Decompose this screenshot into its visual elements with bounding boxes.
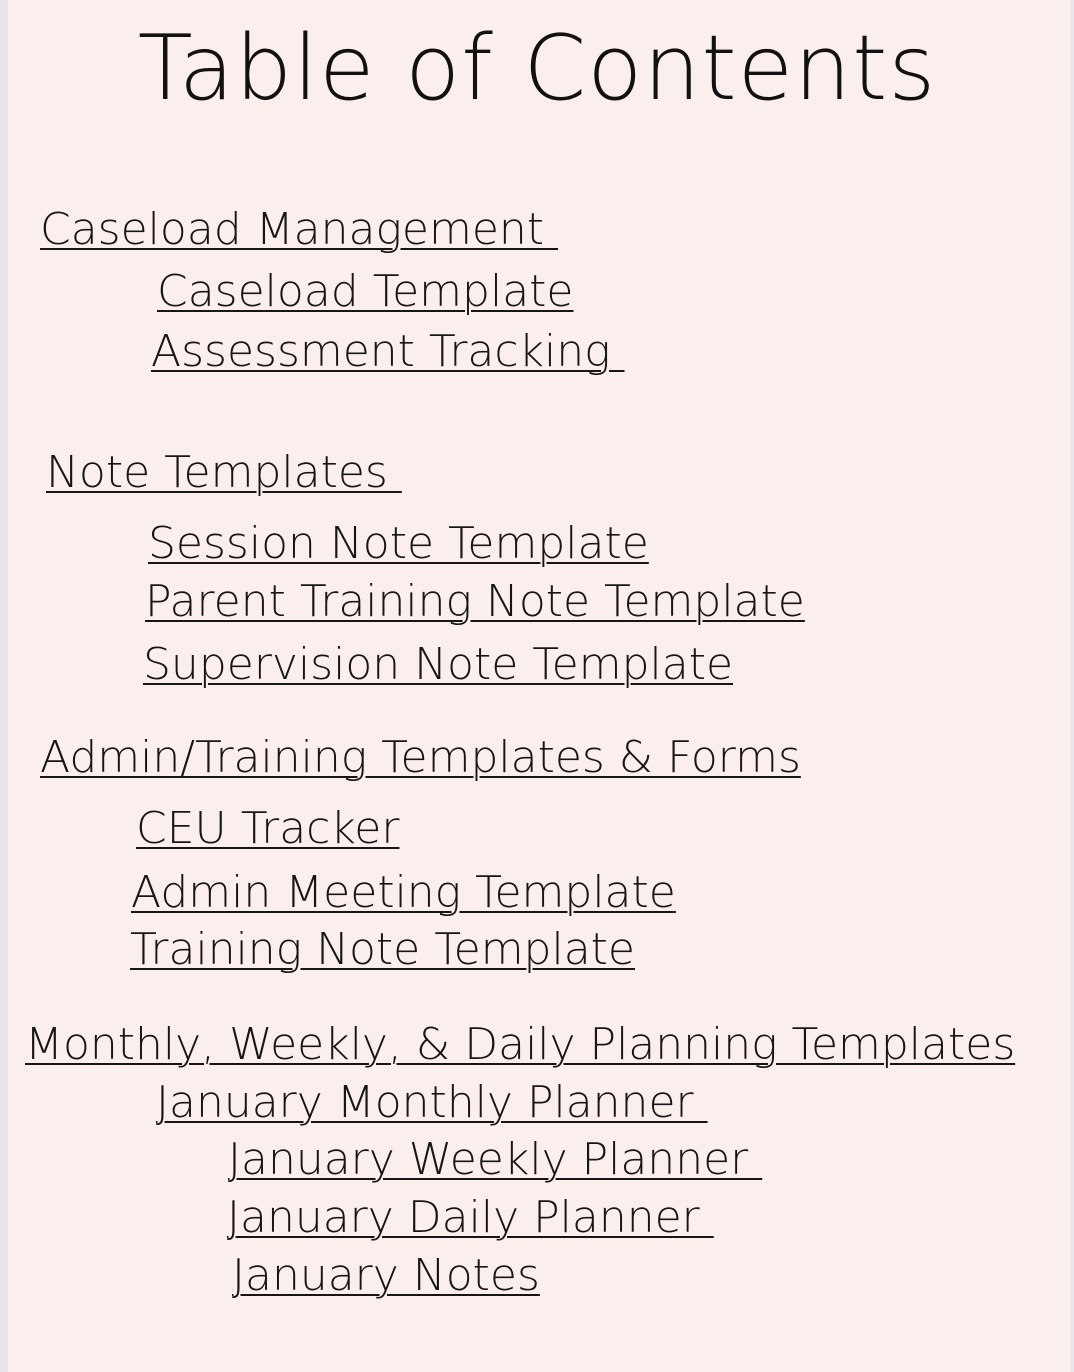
toc-item-admin-meeting-template[interactable]: Admin Meeting Template bbox=[131, 867, 676, 918]
toc-item-ceu-tracker[interactable]: CEU Tracker bbox=[136, 803, 400, 854]
toc-section-caseload-management[interactable]: Caseload Management bbox=[40, 204, 559, 255]
toc-item-training-note-template[interactable]: Training Note Template bbox=[130, 924, 635, 975]
toc-section-admin-training-templates[interactable]: Admin/Training Templates & Forms bbox=[40, 732, 801, 783]
toc-item-parent-training-note-template[interactable]: Parent Training Note Template bbox=[145, 576, 805, 627]
toc-section-note-templates[interactable]: Note Templates bbox=[46, 447, 402, 498]
toc-item-january-monthly-planner[interactable]: January Monthly Planner bbox=[156, 1077, 708, 1128]
page-edge bbox=[1070, 0, 1074, 1372]
toc-item-january-daily-planner[interactable]: January Daily Planner bbox=[227, 1192, 714, 1243]
toc-item-session-note-template[interactable]: Session Note Template bbox=[148, 518, 649, 569]
page-title: Table of Contents bbox=[137, 16, 937, 121]
toc-item-caseload-template[interactable]: Caseload Template bbox=[157, 266, 574, 317]
toc-section-planning-templates[interactable]: Monthly, Weekly, & Daily Planning Templates bbox=[25, 1019, 1016, 1070]
toc-item-assessment-tracking[interactable]: Assessment Tracking bbox=[151, 326, 625, 377]
toc-item-january-notes[interactable]: January Notes bbox=[232, 1250, 540, 1301]
toc-item-supervision-note-template[interactable]: Supervision Note Template bbox=[143, 639, 734, 690]
toc-item-january-weekly-planner[interactable]: January Weekly Planner bbox=[228, 1134, 763, 1185]
